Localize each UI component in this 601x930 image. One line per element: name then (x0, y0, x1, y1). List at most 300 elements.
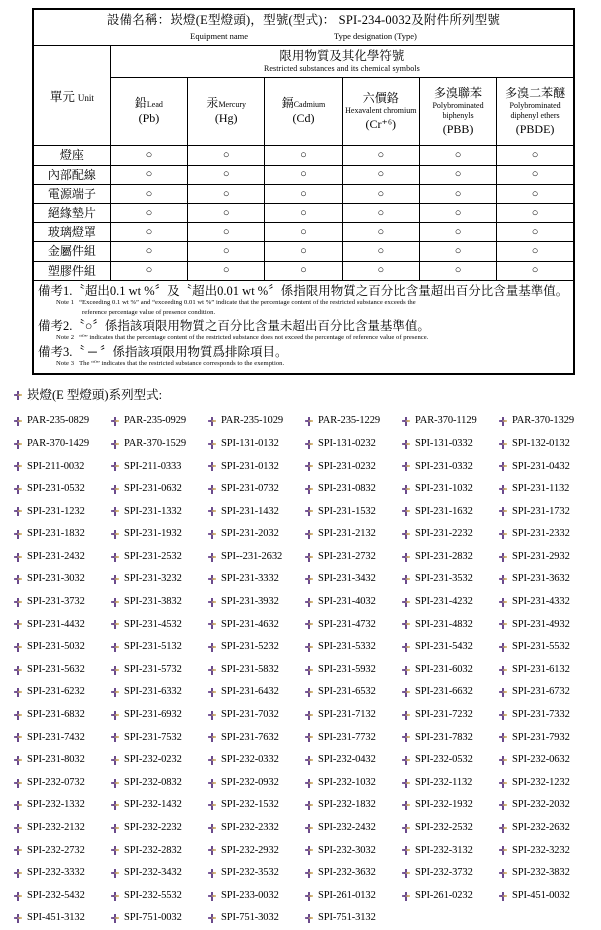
note-2-en-text-1: “⁰” indicates that the percentage content of the restricted substance does not exceed the percentage of reference value of presence. (79, 334, 429, 342)
four-point-bullet-icon (499, 598, 507, 607)
model-number-item[interactable] (111, 817, 207, 840)
model-number-item[interactable] (14, 523, 110, 546)
model-number-item[interactable] (402, 749, 498, 772)
model-number-item[interactable] (499, 749, 595, 772)
four-point-bullet-icon (208, 892, 216, 901)
model-number-label: SPI-232-0832 (124, 776, 182, 788)
four-point-bullet-icon (111, 756, 119, 765)
model-number-label: SPI-231-4032 (318, 596, 376, 608)
model-number-item[interactable] (111, 523, 207, 546)
component-label: 燈座 (33, 146, 110, 165)
model-number-item[interactable] (111, 704, 207, 727)
model-number-label: SPI-231-3032 (27, 573, 85, 585)
model-number-item[interactable] (499, 478, 595, 501)
four-point-bullet-icon (14, 391, 22, 400)
model-number-label: SPI-751-3032 (221, 912, 279, 924)
model-number-item[interactable] (402, 772, 498, 795)
model-number-label: SPI-231-6832 (27, 709, 85, 721)
four-point-bullet-icon (402, 417, 410, 426)
substance-zh-pbde: 多溴二苯醚 (505, 86, 566, 101)
four-point-bullet-icon (14, 620, 22, 629)
four-point-bullet-icon (499, 620, 507, 629)
model-number-item[interactable] (305, 885, 401, 908)
model-number-label: SPI-132-0132 (512, 437, 570, 449)
note-3-zh: 備考3.〝 ─ 〞係指該項限用物質爲排除項目。 (38, 344, 288, 359)
model-number-item[interactable] (111, 794, 207, 817)
model-number-label: SPI-231-5432 (415, 641, 473, 653)
model-number-item[interactable] (14, 568, 110, 591)
model-number-item[interactable] (402, 794, 498, 817)
model-number-label: SPI-231-1232 (27, 505, 85, 517)
equipment-title-en-row (36, 31, 571, 41)
model-number-label: PAR-370-1529 (124, 437, 187, 449)
table-row (33, 242, 574, 261)
substance-header-cadmium (265, 78, 342, 146)
model-number-label: SPI-231-6132 (512, 663, 570, 675)
model-number-item[interactable] (305, 681, 401, 704)
model-number-item[interactable] (305, 501, 401, 524)
model-number-item[interactable] (499, 636, 595, 659)
four-point-bullet-icon (14, 733, 22, 742)
four-point-bullet-icon (499, 711, 507, 720)
model-number-item[interactable] (305, 614, 401, 637)
model-number-item[interactable] (208, 433, 304, 456)
model-number-label: SPI-232-0332 (221, 754, 279, 766)
model-number-item[interactable] (14, 410, 110, 433)
four-point-bullet-icon (111, 666, 119, 675)
model-number-item[interactable] (208, 410, 304, 433)
model-number-item[interactable] (402, 501, 498, 524)
four-point-bullet-icon (305, 485, 313, 494)
model-number-item[interactable] (208, 862, 304, 885)
compliance-mark: ○ (110, 146, 187, 165)
table-row (33, 146, 574, 165)
model-number-item[interactable] (402, 591, 498, 614)
model-number-item[interactable] (499, 501, 595, 524)
model-number-item[interactable] (402, 636, 498, 659)
model-number-item[interactable] (499, 523, 595, 546)
four-point-bullet-icon (305, 462, 313, 471)
substance-en-lead: Lead (146, 100, 163, 110)
model-number-label: SPI-231-4232 (415, 596, 473, 608)
four-point-bullet-icon (305, 620, 313, 629)
model-number-item[interactable] (14, 681, 110, 704)
model-number-item[interactable] (14, 885, 110, 908)
model-number-item[interactable] (499, 840, 595, 863)
model-number-item[interactable] (402, 840, 498, 863)
model-number-label: SPI-232-3732 (415, 867, 473, 879)
model-number-item[interactable] (208, 907, 304, 930)
four-point-bullet-icon (111, 598, 119, 607)
model-number-item[interactable] (305, 727, 401, 750)
four-point-bullet-icon (305, 846, 313, 855)
model-number-label: SPI-232-2332 (221, 822, 279, 833)
model-number-label: SPI-231-5032 (27, 641, 85, 653)
four-point-bullet-icon (208, 914, 216, 923)
four-point-bullet-icon (499, 779, 507, 788)
four-point-bullet-icon (208, 688, 216, 697)
model-number-item[interactable] (208, 501, 304, 524)
model-number-label: SPI-231-1432 (221, 505, 279, 517)
model-number-item[interactable] (305, 591, 401, 614)
model-number-item[interactable] (402, 862, 498, 885)
model-number-label: SPI-261-0132 (318, 889, 376, 901)
model-number-item[interactable] (14, 614, 110, 637)
model-number-label: SPI-231-5832 (221, 663, 279, 675)
model-number-item[interactable] (14, 772, 110, 795)
model-number-label: SPI-232-0932 (221, 776, 279, 788)
model-number-item[interactable] (402, 727, 498, 750)
model-number-label: SPI-231-1032 (415, 483, 473, 495)
note-2-label: Note 2 (56, 334, 75, 342)
model-number-label: SPI-232-1032 (318, 776, 376, 788)
model-number-item[interactable] (14, 704, 110, 727)
compliance-mark: ○ (497, 261, 574, 280)
model-number-item[interactable] (111, 568, 207, 591)
model-number-item[interactable] (499, 659, 595, 682)
model-number-item[interactable] (402, 614, 498, 637)
model-number-label: SPI-232-3132 (415, 844, 473, 856)
model-number-item[interactable] (111, 591, 207, 614)
compliance-mark: ○ (188, 261, 265, 280)
table-row (33, 204, 574, 223)
model-number-label: SPI-231-5632 (27, 663, 85, 675)
model-number-item[interactable] (14, 907, 110, 930)
model-number-label: SPI-231-0132 (221, 460, 279, 472)
four-point-bullet-icon (111, 801, 119, 810)
model-number-item[interactable] (499, 862, 595, 885)
substance-zh-chromium: 六價鉻 (362, 91, 399, 106)
compliance-mark: ○ (110, 261, 187, 280)
model-number-item[interactable] (499, 591, 595, 614)
model-number-item[interactable] (499, 704, 595, 727)
model-number-label: SPI-231-6032 (415, 663, 473, 675)
model-number-item[interactable] (499, 681, 595, 704)
compliance-mark: ○ (497, 242, 574, 261)
model-number-item[interactable] (305, 455, 401, 478)
substance-name-cadmium (266, 96, 340, 111)
model-number-label: SPI-231-6532 (318, 686, 376, 698)
model-number-item[interactable] (208, 749, 304, 772)
four-point-bullet-icon (499, 733, 507, 742)
group-header-row (33, 45, 574, 78)
model-number-item[interactable] (111, 410, 207, 433)
four-point-bullet-icon (14, 824, 22, 833)
model-number-label: SPI-751-3132 (318, 912, 376, 924)
model-number-label: SPI-232-1932 (415, 799, 473, 811)
note-3-label: Note 3 (56, 360, 75, 368)
model-number-label: SPI-232-2232 (124, 822, 182, 833)
four-point-bullet-icon (305, 892, 313, 901)
model-number-label: SPI-232-3532 (221, 867, 279, 879)
four-point-bullet-icon (499, 846, 507, 855)
four-point-bullet-icon (499, 688, 507, 697)
model-number-item[interactable] (305, 410, 401, 433)
model-number-item[interactable] (14, 817, 110, 840)
model-number-item[interactable] (208, 840, 304, 863)
model-number-item[interactable] (14, 636, 110, 659)
model-number-label: SPI-131-0332 (415, 437, 473, 449)
model-number-item[interactable] (499, 410, 595, 433)
model-number-item[interactable] (14, 794, 110, 817)
model-number-item[interactable] (111, 455, 207, 478)
unit-label-en: Unit (77, 92, 94, 103)
model-number-item[interactable] (111, 433, 207, 456)
compliance-mark: ○ (188, 184, 265, 203)
model-number-label: SPI-231-0432 (512, 460, 570, 472)
four-point-bullet-icon (111, 575, 119, 584)
model-number-item[interactable] (14, 591, 110, 614)
model-number-label: SPI-231-5532 (512, 641, 570, 653)
model-number-item[interactable] (111, 546, 207, 569)
model-number-item[interactable] (111, 840, 207, 863)
model-number-grid (14, 410, 601, 930)
note-1-en-line-2: reference percentage value of presence condition. (82, 308, 216, 316)
model-number-item[interactable] (208, 727, 304, 750)
model-number-item[interactable] (208, 614, 304, 637)
model-number-item[interactable] (305, 636, 401, 659)
four-point-bullet-icon (402, 733, 410, 742)
model-number-item[interactable] (14, 546, 110, 569)
model-number-item[interactable] (111, 907, 207, 930)
four-point-bullet-icon (14, 688, 22, 697)
model-number-item[interactable] (208, 455, 304, 478)
compliance-mark: ○ (342, 184, 419, 203)
four-point-bullet-icon (499, 530, 507, 539)
model-number-item[interactable] (305, 659, 401, 682)
model-number-item[interactable] (14, 455, 110, 478)
model-number-label: SPI-231-0532 (27, 483, 85, 495)
model-number-item[interactable] (14, 727, 110, 750)
compliance-mark: ○ (419, 242, 496, 261)
compliance-mark: ○ (419, 184, 496, 203)
model-number-item[interactable] (208, 681, 304, 704)
model-number-item[interactable] (402, 659, 498, 682)
model-number-label: SPI-232-3832 (512, 867, 570, 879)
model-number-item[interactable] (14, 501, 110, 524)
model-number-item[interactable] (208, 817, 304, 840)
model-number-item[interactable] (402, 681, 498, 704)
model-number-item[interactable] (402, 523, 498, 546)
model-number-item[interactable] (305, 794, 401, 817)
model-number-item[interactable] (499, 817, 595, 840)
substance-zh-mercury: 汞 (206, 96, 219, 111)
four-point-bullet-icon (305, 711, 313, 720)
model-number-label: SPI-231-6632 (415, 686, 473, 698)
model-number-label: SPI-231-7532 (124, 731, 182, 743)
model-number-label: SPI-231-1632 (415, 505, 473, 517)
four-point-bullet-icon (111, 620, 119, 629)
four-point-bullet-icon (402, 756, 410, 765)
model-number-label: PAR-235-1029 (221, 415, 284, 427)
model-number-item[interactable] (208, 659, 304, 682)
model-number-item[interactable] (14, 478, 110, 501)
model-number-item[interactable] (208, 478, 304, 501)
model-number-item[interactable] (111, 614, 207, 637)
model-number-item[interactable] (305, 862, 401, 885)
restricted-substances-header-en: Restricted substances and its chemical symbols (263, 64, 420, 74)
four-point-bullet-icon (208, 733, 216, 742)
four-point-bullet-icon (111, 485, 119, 494)
model-number-item[interactable] (208, 523, 304, 546)
model-number-item[interactable] (14, 862, 110, 885)
model-number-label: SPI-211-0032 (27, 460, 85, 472)
model-number-item[interactable] (402, 546, 498, 569)
model-number-label: PAR-235-0929 (124, 415, 187, 427)
substance-name-mercury (189, 96, 263, 111)
four-point-bullet-icon (208, 711, 216, 720)
model-number-item[interactable] (402, 433, 498, 456)
model-number-item[interactable] (208, 772, 304, 795)
model-number-item[interactable] (208, 591, 304, 614)
model-number-item[interactable] (208, 704, 304, 727)
model-number-label: SPI-231-1532 (318, 505, 376, 517)
model-number-label: SPI-451-3132 (27, 912, 85, 924)
four-point-bullet-icon (14, 711, 22, 720)
model-number-item[interactable] (305, 478, 401, 501)
model-number-item[interactable] (208, 885, 304, 908)
model-number-item[interactable] (305, 817, 401, 840)
model-number-item[interactable] (402, 410, 498, 433)
model-number-item[interactable] (499, 727, 595, 750)
model-number-label: SPI-232-1532 (221, 799, 279, 811)
model-number-item[interactable] (402, 568, 498, 591)
model-number-item[interactable] (402, 704, 498, 727)
model-number-label: SPI-231-5232 (221, 641, 279, 653)
four-point-bullet-icon (499, 869, 507, 878)
four-point-bullet-icon (402, 824, 410, 833)
model-number-label: SPI-211-0333 (124, 460, 182, 472)
compliance-mark: ○ (419, 261, 496, 280)
model-number-item[interactable] (499, 455, 595, 478)
model-number-item[interactable] (111, 727, 207, 750)
four-point-bullet-icon (111, 892, 119, 901)
note-2-en-line-1 (56, 334, 569, 343)
rohs-table-body (33, 9, 574, 374)
model-number-item[interactable] (402, 817, 498, 840)
model-number-item[interactable] (305, 772, 401, 795)
four-point-bullet-icon (305, 914, 313, 923)
model-number-item[interactable] (305, 840, 401, 863)
four-point-bullet-icon (305, 779, 313, 788)
model-number-item[interactable] (499, 568, 595, 591)
model-number-item[interactable] (208, 546, 304, 569)
model-number-label: SPI-231-6232 (27, 686, 85, 698)
model-number-label: SPI-131-0132 (221, 437, 279, 449)
model-number-item[interactable] (111, 772, 207, 795)
four-point-bullet-icon (14, 801, 22, 810)
four-point-bullet-icon (305, 643, 313, 652)
model-number-item[interactable] (208, 568, 304, 591)
model-number-item[interactable] (499, 885, 595, 908)
four-point-bullet-icon (305, 598, 313, 607)
compliance-mark: ○ (110, 223, 187, 242)
restricted-substances-header-zh: 限用物質及其化學符號 (279, 48, 405, 63)
equipment-title-zh: 設備名稱：崁燈(E型燈頭)，型號(型式)： SPI-234-0032及附件所列型號 (106, 13, 501, 27)
model-number-label: SPI-232-2432 (318, 822, 376, 833)
compliance-mark: ○ (110, 165, 187, 184)
model-number-item[interactable] (402, 885, 498, 908)
model-number-item[interactable] (305, 433, 401, 456)
model-number-label: SPI-232-0632 (512, 754, 570, 766)
model-number-item[interactable] (14, 659, 110, 682)
model-number-label: SPI-232-0732 (27, 776, 85, 788)
model-number-item[interactable] (208, 794, 304, 817)
model-number-item[interactable] (111, 501, 207, 524)
model-number-item[interactable] (305, 907, 401, 930)
model-number-label: SPI-231-7832 (415, 731, 473, 743)
compliance-mark: ○ (265, 242, 342, 261)
four-point-bullet-icon (402, 575, 410, 584)
model-number-item[interactable] (499, 794, 595, 817)
four-point-bullet-icon (111, 553, 119, 562)
model-number-label: SPI-232-3232 (512, 844, 570, 856)
model-number-label: SPI-232-0232 (124, 754, 182, 766)
model-number-label: SPI-232-3032 (318, 844, 376, 856)
model-number-item[interactable] (14, 433, 110, 456)
model-number-label: PAR-370-1129 (415, 415, 477, 427)
four-point-bullet-icon (111, 417, 119, 426)
model-number-item[interactable] (402, 478, 498, 501)
four-point-bullet-icon (305, 824, 313, 833)
four-point-bullet-icon (499, 485, 507, 494)
model-number-item[interactable] (499, 772, 595, 795)
model-number-label: SPI-231-6932 (124, 709, 182, 721)
model-number-label: SPI-231-4732 (318, 618, 376, 630)
model-number-item[interactable] (111, 681, 207, 704)
compliance-mark: ○ (265, 146, 342, 165)
model-number-label: SPI-231-7232 (415, 709, 473, 721)
model-number-item[interactable] (305, 704, 401, 727)
model-number-item[interactable] (305, 568, 401, 591)
model-number-label: PAR-235-1229 (318, 415, 381, 427)
model-number-item[interactable] (305, 523, 401, 546)
four-point-bullet-icon (402, 440, 410, 449)
substance-header-chromium (342, 78, 419, 146)
model-number-label: SPI-231-2232 (415, 528, 473, 540)
model-number-item[interactable] (111, 749, 207, 772)
model-number-label: SPI-231-5132 (124, 641, 182, 653)
four-point-bullet-icon (111, 846, 119, 855)
four-point-bullet-icon (14, 507, 22, 516)
four-point-bullet-icon (208, 620, 216, 629)
model-number-item[interactable] (305, 546, 401, 569)
model-number-item[interactable] (305, 749, 401, 772)
four-point-bullet-icon (402, 869, 410, 878)
model-number-item[interactable] (111, 862, 207, 885)
compliance-mark: ○ (110, 184, 187, 203)
model-number-item[interactable] (499, 614, 595, 637)
four-point-bullet-icon (402, 666, 410, 675)
model-number-item[interactable] (14, 840, 110, 863)
model-number-item[interactable] (208, 636, 304, 659)
four-point-bullet-icon (111, 914, 119, 923)
model-number-item[interactable] (499, 433, 595, 456)
four-point-bullet-icon (305, 688, 313, 697)
model-number-label: SPI-232-2132 (27, 822, 85, 833)
model-number-item[interactable] (402, 455, 498, 478)
model-number-item[interactable] (499, 546, 595, 569)
table-row (33, 184, 574, 203)
four-point-bullet-icon (402, 779, 410, 788)
model-number-item[interactable] (111, 636, 207, 659)
notes-cell (33, 280, 574, 374)
model-number-label: SPI-232-3432 (124, 867, 182, 879)
model-number-item[interactable] (111, 478, 207, 501)
model-number-item[interactable] (111, 885, 207, 908)
model-number-item[interactable] (111, 659, 207, 682)
model-number-item[interactable] (14, 749, 110, 772)
